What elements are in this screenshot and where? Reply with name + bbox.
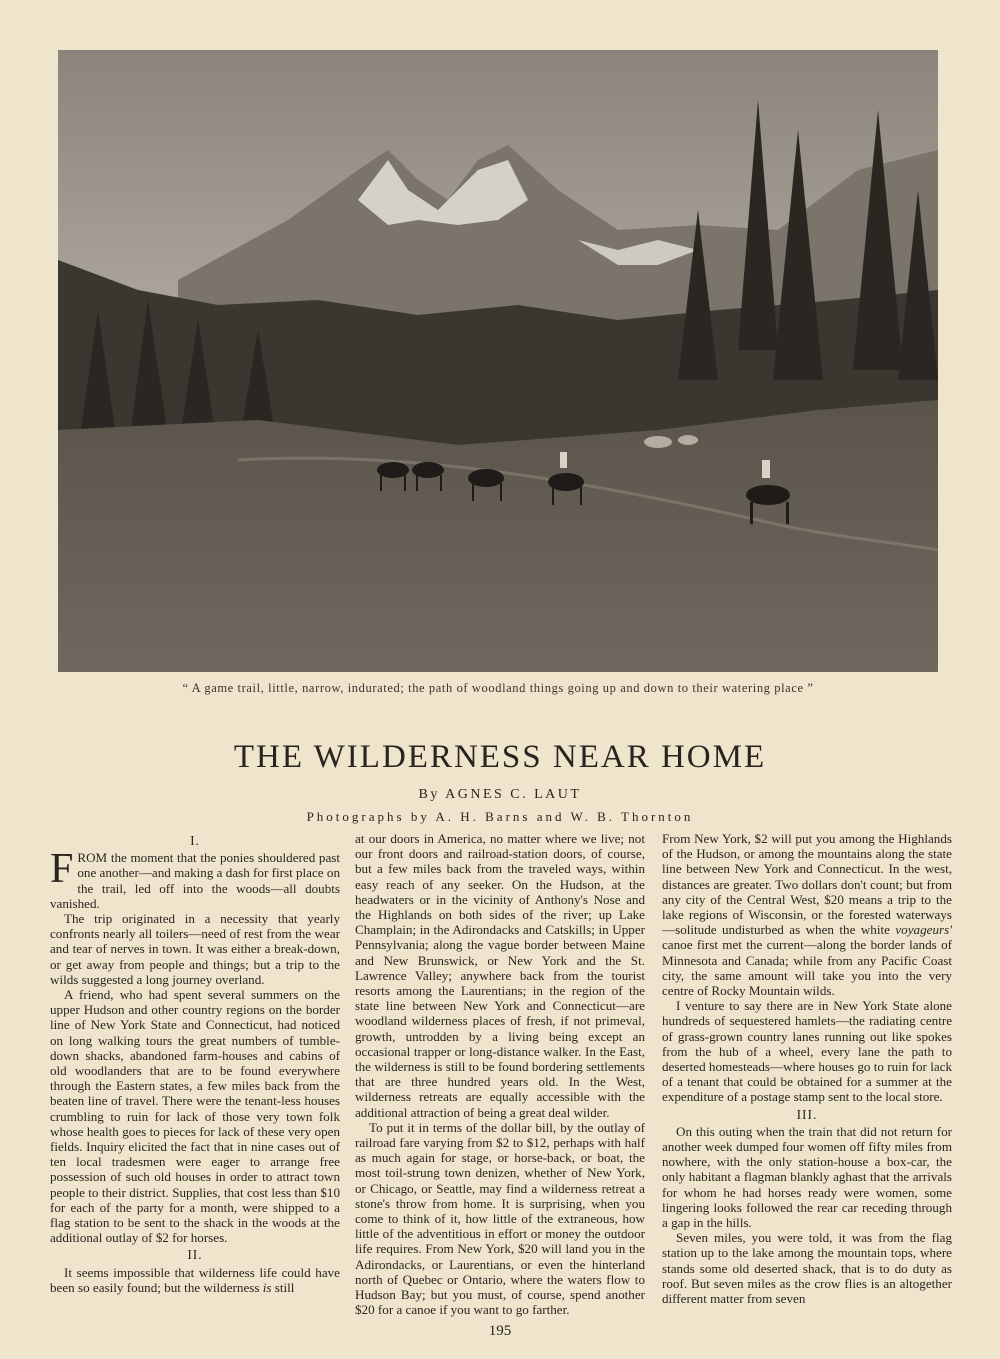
paragraph: To put it in terms of the dollar bill, by the outlay of railroad fare varying from $2 to $12, perhaps with half as much again for stage, or horse-back, or boat, the most toil-strung town denizen, whether of New York, or Chicago, or Seattle, may find a wilderness retreat a stone's throw from home. It is surprising, when you come to think of it, how little of the extraneous, how little of the adventitious in effort or money the outdoor life requires. From New York, $20 will land you in the Adirondacks, or Laurentians, or even the hinterland north of Quebec or Ontario, where the waters flow to Hudson Bay; but you must, of course, spend another $20 for a canoe if you want to go farther. (355, 1119, 645, 1318)
section-heading-3: III. (796, 1106, 818, 1122)
paragraph: The trip originated in a necessity that yearly confronts nearly all toilers—need of rest from the wear and tear of nerves in town. It was either a break-down, or get away from people and things; but a trip to the wilds suggested a long journey overland. (50, 911, 340, 987)
page-number: 195 (488, 1323, 512, 1339)
drop-cap: F (50, 846, 74, 893)
photo-credits: Photographs by A. H. Barns and W. B. Thornton (306, 809, 694, 824)
photo-caption: “ A game trail, little, narrow, indurated; the path of woodland things going up and down to their watering place ” (182, 681, 814, 695)
paragraph: FROM the moment that the ponies shouldered past one another—and making a dash for first place on the trail, led off into the woods—all doubts vanished. (50, 846, 340, 911)
column-2 (355, 831, 645, 1321)
paragraph: It seems impossible that wilderness life could have been so easily found; but the wilderness is still (50, 1264, 340, 1295)
paragraph: A friend, who had spent several summers on the upper Hudson and other country regions on the border line of New York State and Connecticut, had noticed on long walking tours the great numbers of tumble-down shacks, abandoned farm-houses and cabins of old woodlanders that are to be found everywhere through the Eastern states, a few miles back from the beaten line of travel. There were the tenant-less houses crumbling to ruin for lack of those very town folk whose health goes to pieces for lack of these very open fields. Inquiry elicited the fact that in nine cases out of ten local tradesmen were eager to arrange free possession of such old houses in order to attract town people to their district. Supplies, that cost less than $10 for each of the party for a month, were shipped to a flag station to be sent to the shack in the woods at the additional outlay of $2 for horses. (50, 987, 340, 1246)
section-heading-2: II. (187, 1247, 203, 1263)
article-title: THE WILDERNESS NEAR HOME (233, 739, 767, 775)
paragraph: Seven miles, you were told, it was from the flag station up to the lake among the mountain tops, where stands some old deserted shack, that is to do duty as roof. But seven miles as the crow flies is an altogether different matter from seven (662, 1230, 952, 1307)
paragraph: On this outing when the train that did not return for another week dumped four women off fifty miles from nowhere, with the only station-house a box-car, the only habitant a flagman blankly aghast that the arrivals for whom he had horses ready were women, some lingering looks followed the rear car receding through a gap in the hills. (662, 1123, 952, 1231)
paragraph: at our doors in America, no matter where we live; not our front doors and railroad-station doors, of course, but a few miles back from the traveled ways, within easy reach of any seeker. On the Hudson, at the headwaters or in the vicinity of Anthony's Nose and the Highlands on both sides of the river; up Lake Champlain; in the Adirondacks and Catskills; in Upper Pennsylvania; along the vague border between Maine and New Brunswick, or New York and the St. Lawrence Valley; anywhere back from the tourist resorts among the Laurentians; in the region of the state line between New York and Connecticut—are woodland wilderness places of fresh, if not primeval, growth, untrodden by a living being except an occasional trapper or long-distance walker. In the East, the wilderness is still to be found bordering settlements that are three hundred years old. In the West, wilderness retreats are equally accessible with the additional attraction of being a great deal wilder. (355, 831, 645, 1120)
byline: By AGNES C. LAUT (418, 787, 582, 802)
column-3 (662, 831, 952, 1321)
mountain-trail-photo (58, 50, 938, 672)
paragraph: I venture to say there are in New York State alone hundreds of sequestered hamlets—the radiating centre of grass-grown country lanes running out like spokes from the hub of a wheel, every lane the path to deserted homesteads—where houses go to ruin for lack of a tenant that could be obtained for a summer at the expenditure of a postage stamp sent to the local store. (662, 998, 952, 1105)
column-1 (50, 831, 340, 1321)
section-heading-1: I. (190, 833, 200, 848)
paragraph: From New York, $2 will put you among the Highlands of the Hudson, or among the mountains along the state line between New York and Connecticut. In the west, distances are greater. Two dollars don't count; but from any city of the Central West, $20 means a trip to the lake regions of Wisconsin, or the forested waterways—solitude undisturbed as when the white voyageurs' canoe first met the current—along the border lands of Minnesota and Canada; while from any Pacific Coast city, the same amount will take you into the very centre of Rocky Mountain wilds. (662, 831, 952, 999)
